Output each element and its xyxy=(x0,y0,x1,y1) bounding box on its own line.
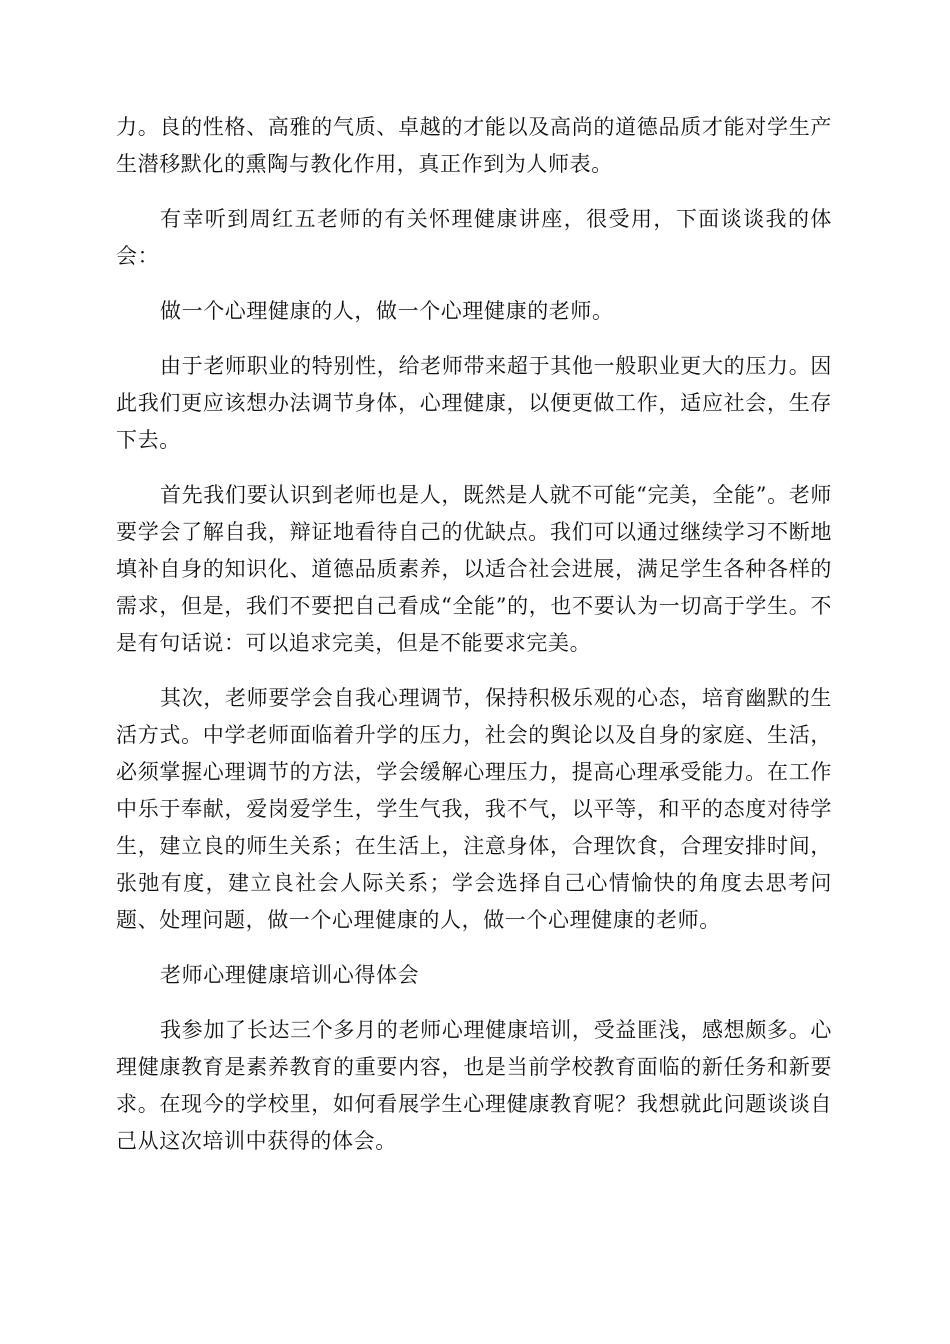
paragraph-continuation: 力。良的性格、高雅的气质、卓越的才能以及高尚的道德品质才能对学生产生潜移默化的熏陶与教化作用，真正作到为人师表。 xyxy=(116,115,832,176)
paragraph-thesis: 做一个心理健康的人，做一个心理健康的老师。 xyxy=(160,299,614,323)
document-page xyxy=(116,109,832,1178)
paragraph-second-point: 其次，老师要学会自我心理调节，保持积极乐观的心态，培育幽默的生活方式。中学老师面临着升学的压力，社会的舆论以及自身的家庭、生活，必须掌握心理调节的方法，学会缓解心理压力，提高心理承受能力。在工作中乐于奉献，爱岗爱学生，学生气我，我不气，以平等，和平的态度对待学生，建立良的师生关系；在生活上，注意身体，合理饮食，合理安排时间，张弛有度，建立良社会人际关系；学会选择自己心情愉快的角度去思考问题、处理问题，做一个心理健康的人，做一个心理健康的老师。 xyxy=(116,686,832,932)
paragraph-lecture-intro: 有幸听到周红五老师的有关怀理健康讲座，很受用，下面谈谈我的体会： xyxy=(116,207,832,268)
paragraph-pressure: 由于老师职业的特别性，给老师带来超于其他一般职业更大的压力。因此我们更应该想办法调节身体，心理健康，以便更做工作，适应社会，生存下去。 xyxy=(116,354,832,452)
section-heading: 老师心理健康培训心得体会 xyxy=(160,963,420,987)
paragraph-training-intro: 我参加了长达三个多月的老师心理健康培训，受益匪浅，感想颇多。心理健康教育是素养教育的重要内容，也是当前学校教育面临的新任务和新要求。在现今的学校里，如何看展学生心理健康教育呢？我想就此问题谈谈自己从这次培训中获得的体会。 xyxy=(116,1018,832,1153)
paragraph-first-point: 首先我们要认识到老师也是人，既然是人就不可能“完美，全能”。老师要学会了解自我，辩证地看待自己的优缺点。我们可以通过继续学习不断地填补自身的知识化、道德品质素养，以适合社会进展，满足学生各种各样的需求，但是，我们不要把自己看成“全能”的，也不要认为一切高于学生。不是有句话说：可以追求完美，但是不能要求完美。 xyxy=(116,483,832,655)
